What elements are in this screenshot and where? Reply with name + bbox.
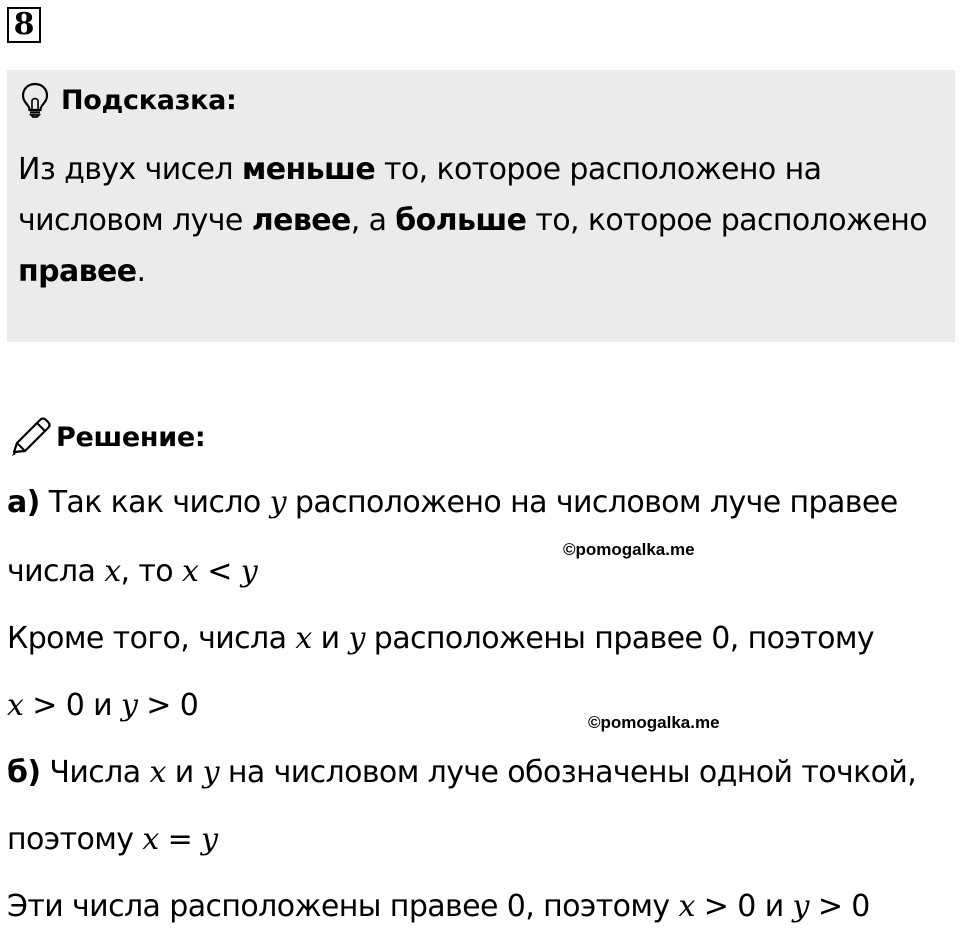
pencil-icon (8, 416, 52, 458)
solution-line-b1: б) Числа x и y на числовом луче обозначены одной точкой, (7, 755, 917, 790)
bold-word-left: левее (251, 203, 351, 238)
lightbulb-icon (21, 82, 49, 118)
solution-header (8, 416, 205, 458)
solution-line-a3: Кроме того, числа x и y расположены правее 0, поэтому (7, 621, 875, 656)
solution-line-b3: Эти числа расположены правее 0, поэтому x > 0 и y > 0 (7, 889, 870, 924)
watermark: ©pomogalka.me (588, 713, 720, 732)
solution-line-b2: поэтому x = y (7, 822, 218, 857)
solution-line-a4: x > 0 и y > 0 (7, 688, 199, 723)
hint-box (7, 70, 955, 342)
bold-word-greater: больше (395, 203, 527, 238)
hint-header (21, 82, 237, 118)
watermark: ©pomogalka.me (563, 540, 695, 559)
solution-title: Решение: (56, 421, 206, 453)
bold-word-less: меньше (241, 152, 376, 187)
solution-line-a1: а) Так как число y расположено на числовом луче правее (7, 485, 898, 520)
hint-text: Из двух чисел меньше то, которое расположено на числовом луче левее, а больше то, которое расположено правее. (18, 152, 928, 289)
bold-word-right: правее (18, 254, 137, 289)
solution-line-a2: числа x, то x < y (7, 554, 258, 589)
hint-title: Подсказка: (61, 84, 237, 116)
task-number: 8 (7, 7, 41, 43)
